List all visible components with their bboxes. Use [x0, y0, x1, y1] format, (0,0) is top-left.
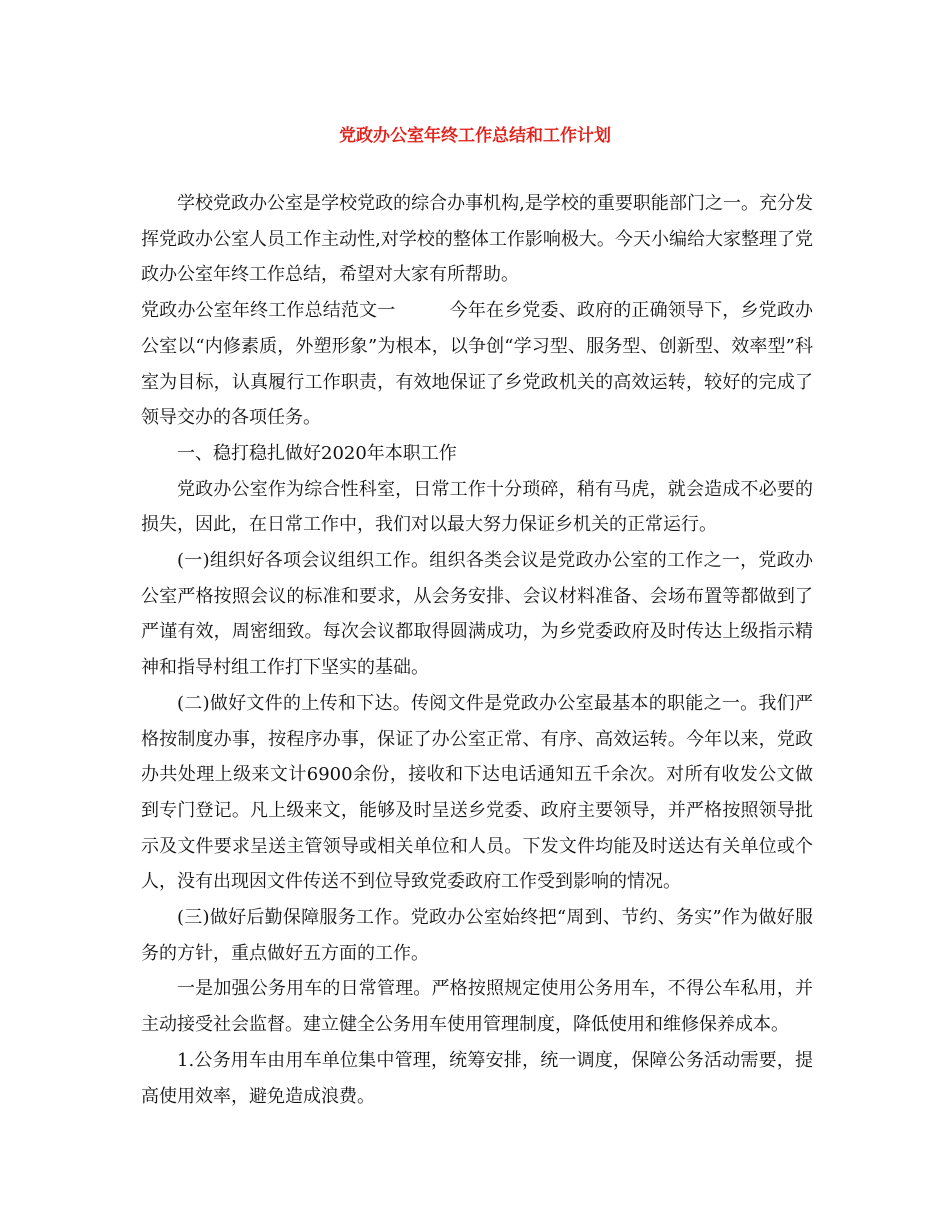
sample-paragraph — [141, 293, 813, 436]
document-title: 党政办公室年终工作总结和工作计划 — [339, 126, 611, 146]
document-body — [141, 186, 813, 1114]
point-paragraph-1: 一是加强公务用车的日常管理。严格按照规定使用公务用车，不得公车私用，并主动接受社会监督。建立健全公务用车使用管理制度，降低使用和维修保养成本。 — [141, 978, 813, 1036]
sample-lead-text: 今年在乡党委、政府的正确领导下，乡党政办公室以“内修素质，外塑形象”为根本，以争创“学习型、服务型、创新型、效率型”科室为目标，认真履行工作职责，有效地保证了乡党政机关的高效运转，较好的完成了领导交办的各项任务。 — [141, 300, 814, 429]
item-paragraph-2: (二)做好文件的上传和下达。传阅文件是党政办公室最基本的职能之一。我们严格按制度办事，按程序办事，保证了办公室正常、有序、高效运转。今年以来，党政办共处理上级来文计6900余份，接收和下达电话通知五千余次。对所有收发公文做到专门登记。凡上级来文，能够及时呈送乡党委、政府主要领导，并严格按照领导批示及文件要求呈送主管领导或相关单位和人员。下发文件均能及时送达有关单位或个人，没有出现因文件传送不到位导致党委政府工作受到影响的情况。 — [141, 692, 813, 893]
item-paragraph-1: (一)组织好各项会议组织工作。组织各类会议是党政办公室的工作之一，党政办公室严格按照会议的标准和要求，从会务安排、会议材料准备、会场布置等都做到了严谨有效，周密细致。每次会议都取得圆满成功，为乡党委政府及时传达上级指示精神和指导村组工作打下坚实的基础。 — [141, 550, 813, 679]
intro-paragraph: 学校党政办公室是学校党政的综合办事机构,是学校的重要职能部门之一。充分发挥党政办公室人员工作主动性,对学校的整体工作影响极大。今天小编给大家整理了党政办公室年终工作总结，希望对大家有所帮助。 — [141, 193, 813, 286]
item-paragraph-3: (三)做好后勤保障服务工作。党政办公室始终把“周到、节约、务实”作为做好服务的方针，重点做好五方面的工作。 — [141, 907, 813, 964]
sub-point-paragraph-1: 1.公务用车由用车单位集中管理，统筹安排，统一调度，保障公务活动需要，提高使用效率，避免造成浪费。 — [141, 1049, 813, 1107]
section-paragraph: 党政办公室作为综合性科室，日常工作十分琐碎，稍有马虎，就会造成不必要的损失，因此，在日常工作中，我们对以最大努力保证乡机关的正常运行。 — [141, 478, 813, 536]
section-heading: 一、稳打稳扎做好2020年本职工作 — [177, 442, 457, 464]
sample-heading: 党政办公室年终工作总结范文一 — [141, 300, 396, 322]
